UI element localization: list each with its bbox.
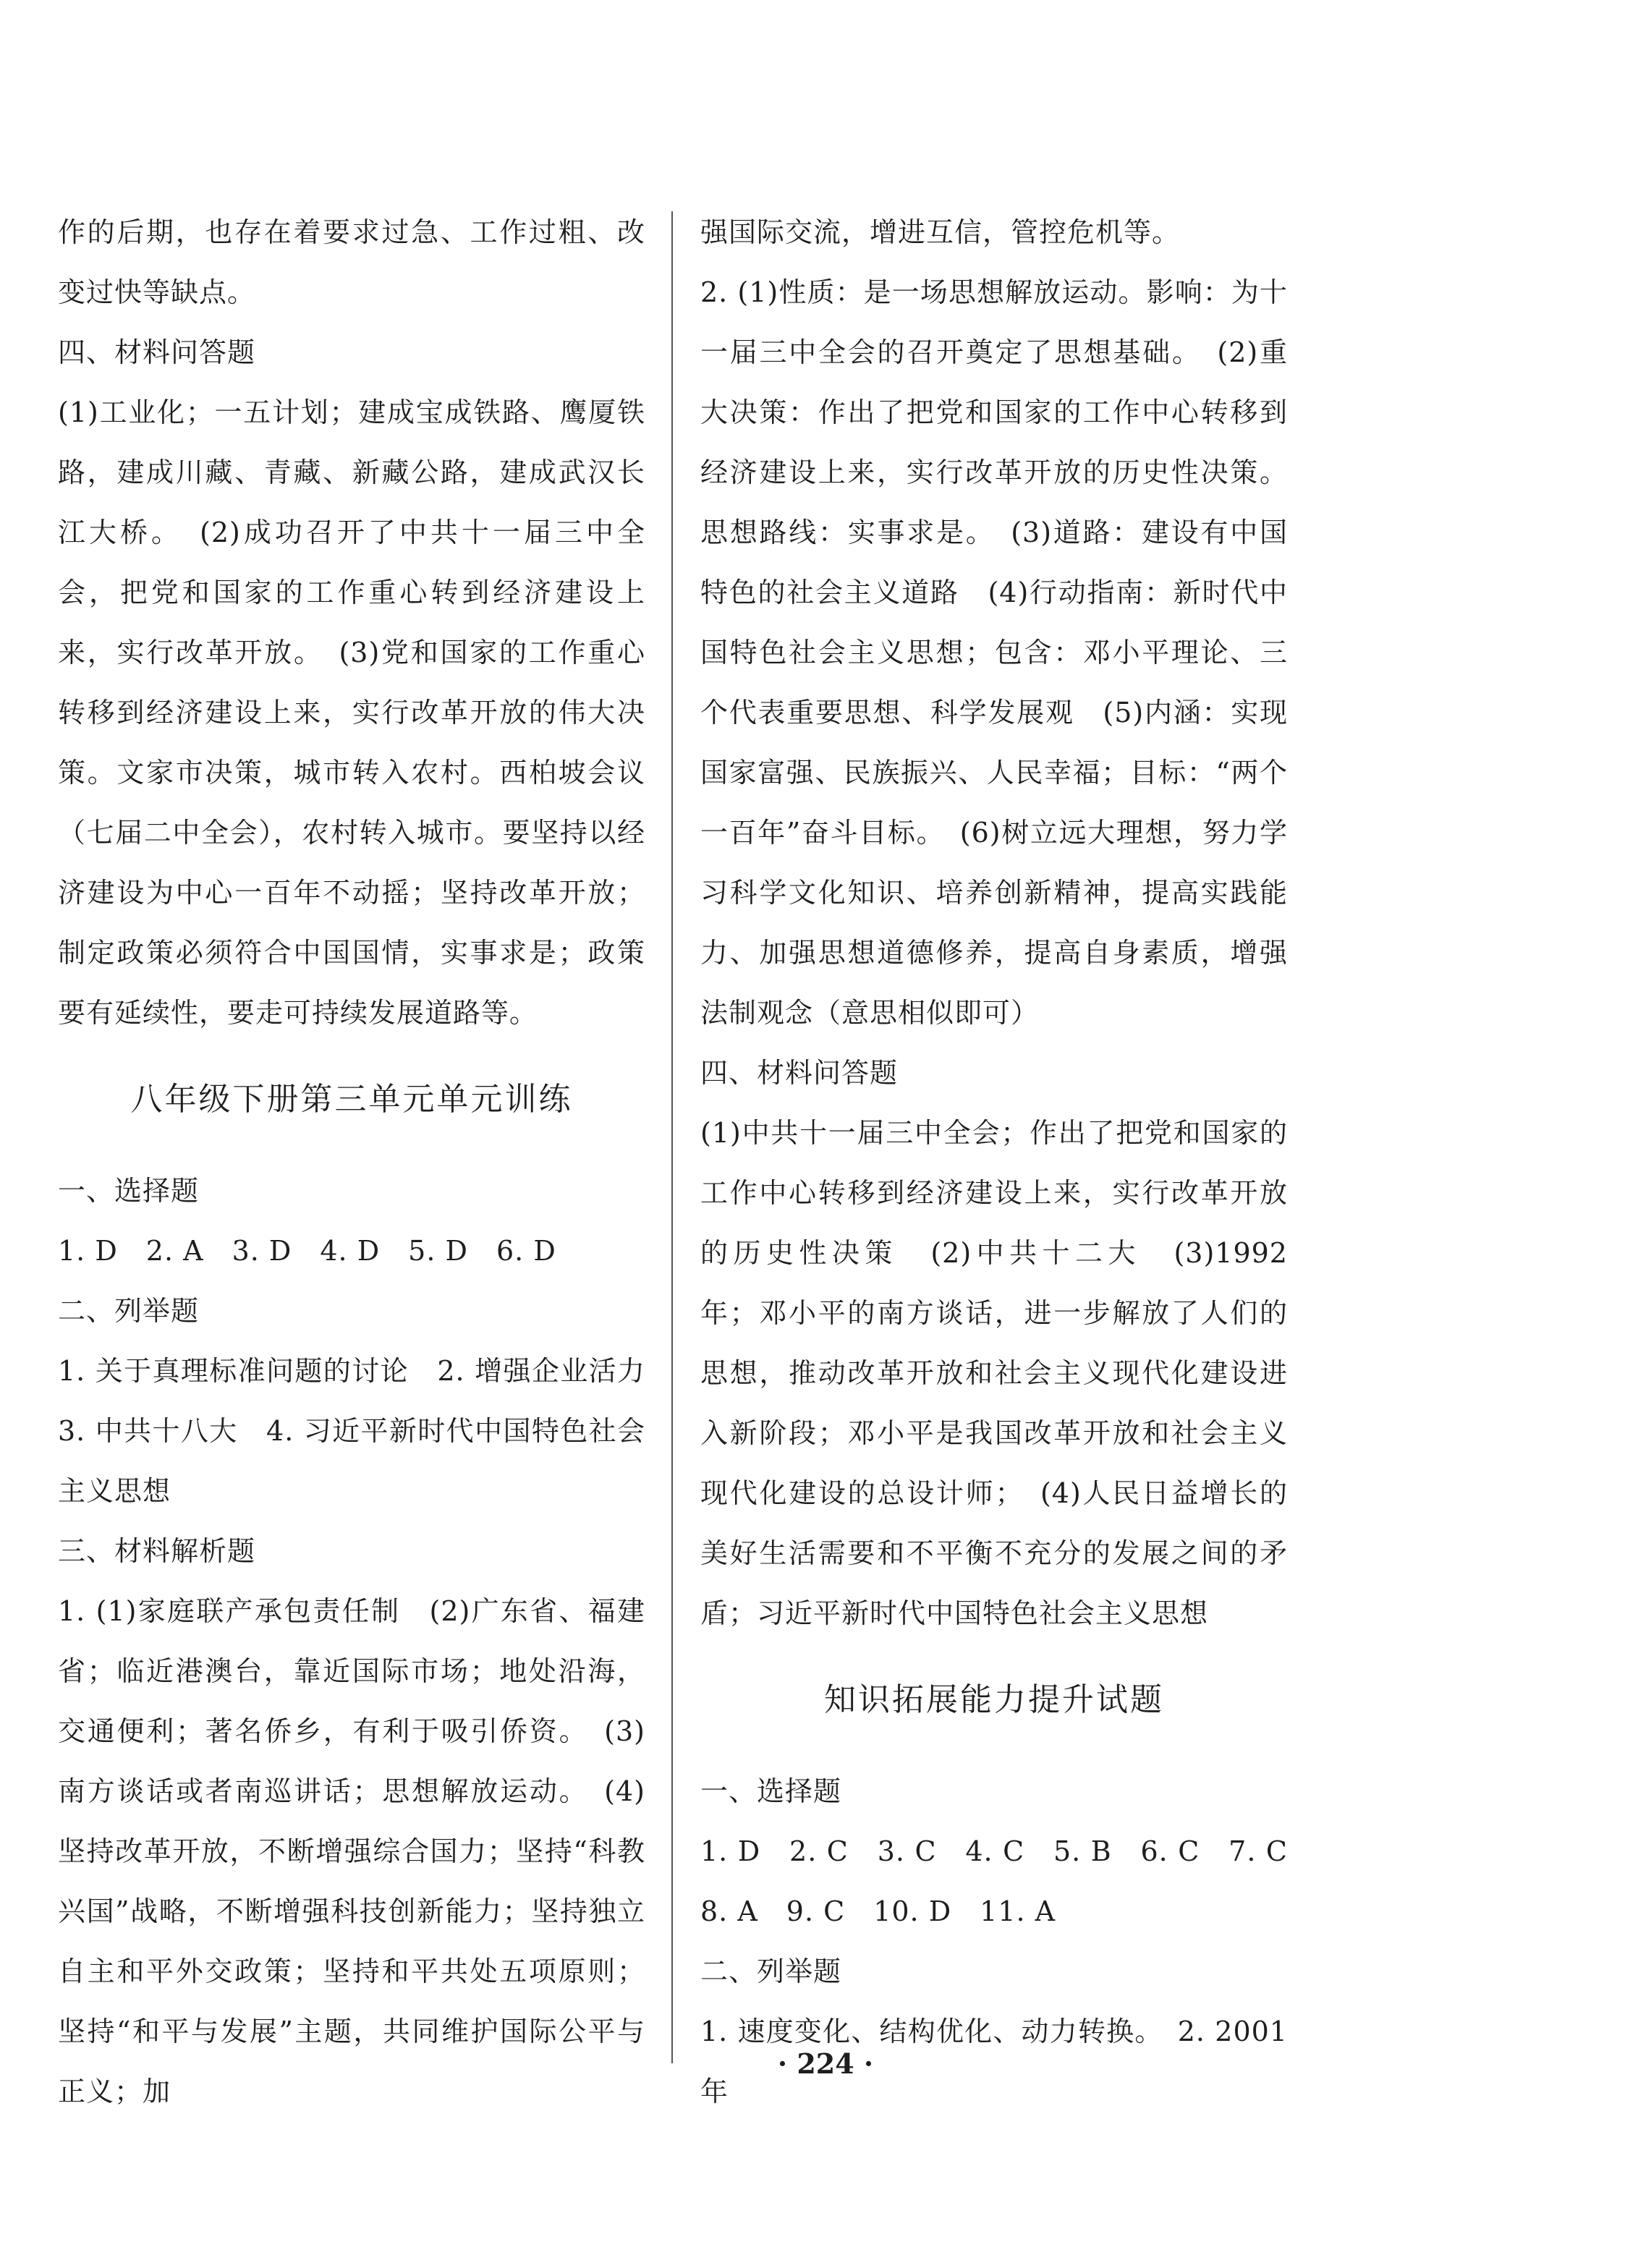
unit-heading: 知识拓展能力提升试题 [824,1681,1164,1718]
left-column [58,203,674,2122]
page-number: · 224 · [777,2047,874,2080]
section-label: 二、列举题 [700,1955,842,1987]
text-paragraph: 2. (1)性质：是一场思想解放运动。影响：为十一届三中全会的召开奠定了思想基础。 (2)重大决策：作出了把党和国家的工作中心转移到经济建设上来，实行改革开放的历史性决策。思想路线：实事求是。 (3)道路：建设有中国特色的社会主义道路 (4)行动指南：新时代中国特色社会主义思想；包含：邓小平理论、三个代表重要思想、科学发展观 (5)内涵：实现国家富强、民族振兴、人民幸福；目标：“两个一百年”奋斗目标。 (6)树立远大理想，努力学习科学文化知识、培养创新精神，提高实践能力、加强思想道德修养，提高自身素质，增强法制观念（意思相似即可） [700,276,1288,1029]
text-paragraph: 1. 关于真理标准问题的讨论 2. 增强企业活力 3. 中共十八大 4. 习近平新时代中国特色社会主义思想 [58,1355,674,1507]
text-paragraph: 作的后期，也存在着要求过急、工作过粗、改变过快等缺点。 [58,216,645,308]
section-label: 一、选择题 [58,1175,200,1207]
section-label: 四、材料问答题 [58,336,256,368]
section-label: 四、材料问答题 [700,1057,899,1089]
unit-heading: 八年级下册第三单元单元训练 [130,1081,573,1118]
section-label: 一、选择题 [700,1775,842,1807]
section-label: 二、列举题 [58,1295,200,1327]
section-label: 三、材料解析题 [58,1535,256,1567]
text-paragraph: 1. (1)家庭联产承包责任制 (2)广东省、福建省；临近港澳台，靠近国际市场；地处沿海，交通便利；著名侨乡，有利于吸引侨资。 (3)南方谈话或者南巡讲话；思想解放运动。 (4)坚持改革开放，不断增强综合国力；坚持“科教兴国”战略，不断增强科技创新能力；坚持独立自主和平外交政策；坚持和平共处五项原则；坚持“和平与发展”主题，共同维护国际公平与正义；加 [58,1595,645,2107]
text-paragraph: 1. 速度变化、结构优化、动力转换。 2. 2001 年 [700,2016,1288,2107]
answer-line: 1. D 2. C 3. C 4. C 5. B 6. C 7. C 8. A 9. C 10. D 11. A [700,1835,1317,1927]
column-divider [671,211,673,2063]
text-paragraph: 强国际交流，增进互信，管控危机等。 [700,216,1181,248]
answer-line: 1. D 2. A 3. D 4. D 5. D 6. D [58,1235,556,1267]
text-paragraph: (1)中共十一届三中全会；作出了把党和国家的工作中心转移到经济建设上来，实行改革开放的历史性决策 (2)中共十二大 (3)1992 年；邓小平的南方谈话，进一步解放了人们的思想，推动改革开放和社会主义现代化建设进入新阶段；邓小平是我国改革开放和社会主义现代化建设的总设计师； (4)人民日益增长的美好生活需要和不平衡不充分的发展之间的矛盾；习近平新时代中国特色社会主义思想 [700,1117,1288,1629]
right-column [700,203,1317,2122]
text-paragraph: (1)工业化；一五计划；建成宝成铁路、鹰厦铁路，建成川藏、青藏、新藏公路，建成武汉长江大桥。 (2)成功召开了中共十一届三中全会，把党和国家的工作重心转到经济建设上来，实行改革开放。 (3)党和国家的工作重心转移到经济建设上来，实行改革开放的伟大决策。文家市决策，城市转入农村。西柏坡会议（七届二中全会），农村转入城市。要坚持以经济建设为中心一百年不动摇；坚持改革开放；制定政策必须符合中国国情，实事求是；政策要有延续性，要走可持续发展道路等。 [58,396,645,1029]
